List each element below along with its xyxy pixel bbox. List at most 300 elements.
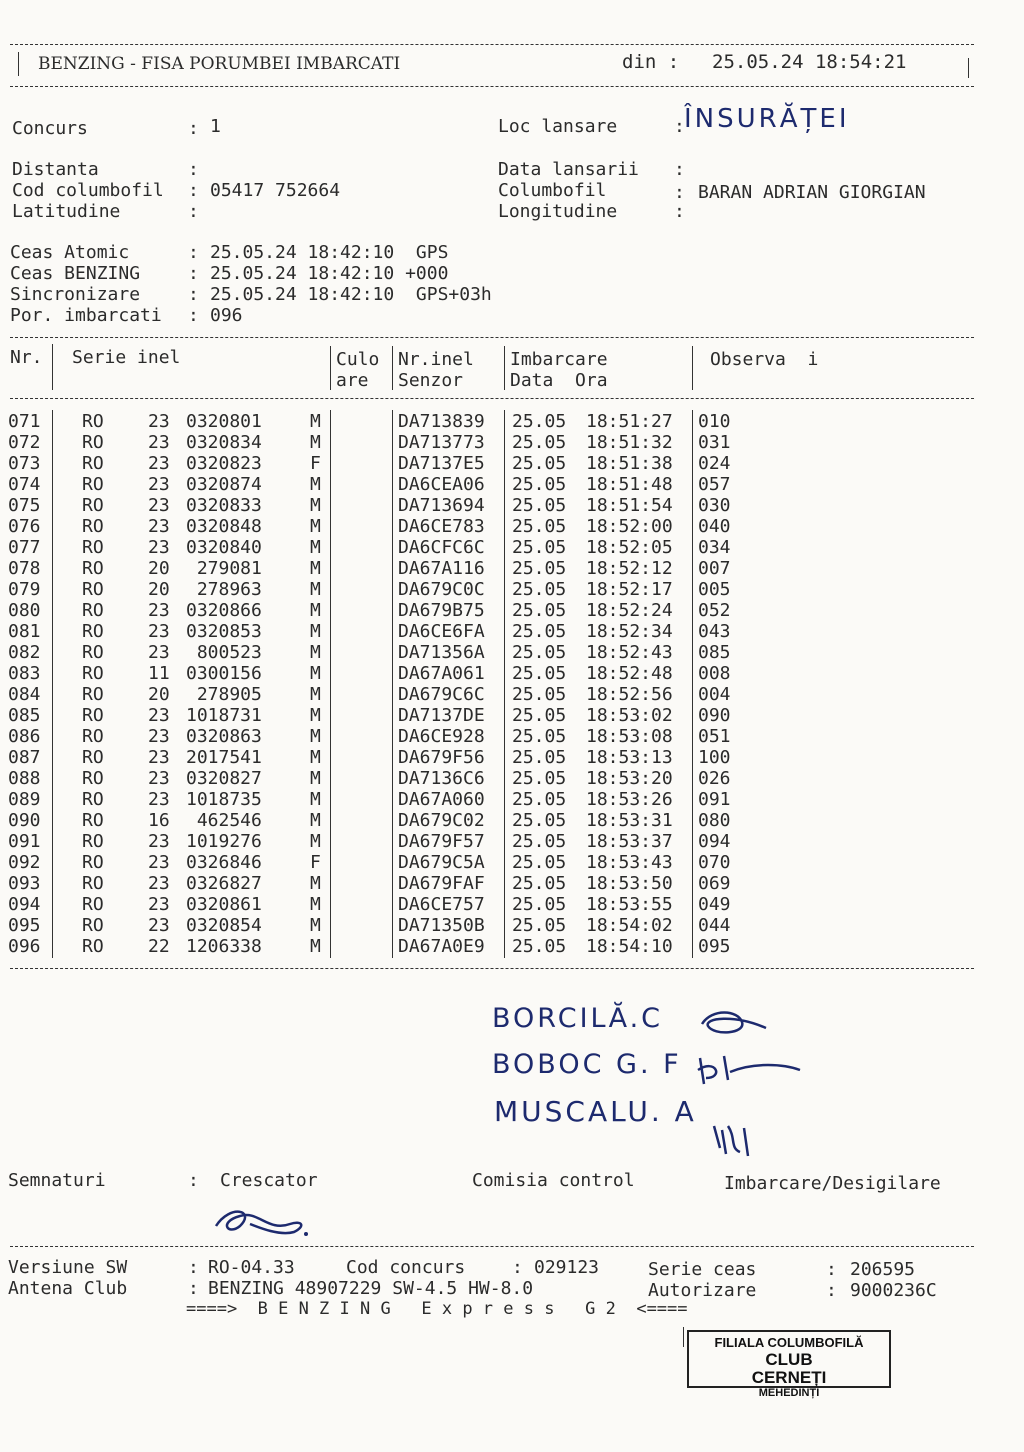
table-row [0,663,1024,684]
col-nr-header: Nr. [10,347,43,368]
ring-year: 16 [148,810,170,831]
sex-code: M [310,894,321,915]
sensor-code: DA6CFC6C [398,537,485,558]
sheet-title: BENZING - FISA PORUMBEI IMBARCATI [38,54,401,74]
header-sep [52,344,53,390]
ceas-atomic-label: Ceas Atomic [10,242,130,263]
cod-concurs-value: 029123 [534,1257,600,1278]
observation: 095 [698,936,731,957]
observation: 004 [698,684,731,705]
ring-country: RO [82,936,104,957]
ring-number: 0326846 [186,852,262,873]
observation: 043 [698,621,731,642]
ring-country: RO [82,663,104,684]
ring-number: 0320854 [186,915,262,936]
row-nr: 095 [8,915,41,936]
sensor-code: DA679C02 [398,810,485,831]
handwritten-name-3: MUSCALU. A [494,1095,697,1128]
col-imbarcare-header-2: Data Ora [510,370,608,391]
sex-code: M [310,726,321,747]
colon: : [826,1280,837,1301]
sex-code: M [310,642,321,663]
latitudine-label: Latitudine [12,201,121,222]
boarding-time: 18:53:02 [586,705,673,726]
ring-country: RO [82,915,104,936]
table-row [0,537,1024,558]
col-observatii-header: Observa i [710,349,819,370]
longitudine-label: Longitudine [498,201,618,222]
observation: 008 [698,663,731,684]
sensor-code: DA67A060 [398,789,485,810]
boarding-date: 25.05 [512,579,567,600]
colon: : [188,180,199,201]
ring-number: 0320863 [186,726,262,747]
ring-country: RO [82,642,104,663]
boarding-time: 18:51:38 [586,453,673,474]
boarding-date: 25.05 [512,726,567,747]
colon: : [188,118,199,139]
table-row [0,789,1024,810]
sensor-code: DA67A0E9 [398,936,485,957]
ring-year: 23 [148,852,170,873]
sensor-code: DA71350B [398,915,485,936]
boarding-date: 25.05 [512,705,567,726]
table-row [0,831,1024,852]
semnaturi-label: Semnaturi [8,1170,106,1191]
row-nr: 073 [8,453,41,474]
boarding-time: 18:52:56 [586,684,673,705]
ring-number: 0320833 [186,495,262,516]
observation: 026 [698,768,731,789]
colon: : [674,182,685,203]
observation: 091 [698,789,731,810]
observation: 030 [698,495,731,516]
ring-country: RO [82,789,104,810]
boarding-time: 18:51:48 [586,474,673,495]
ring-number: 0320840 [186,537,262,558]
ring-number: 278905 [186,684,262,705]
sex-code: M [310,684,321,705]
row-nr: 092 [8,852,41,873]
din-value: 25.05.24 18:54:21 [712,51,907,73]
ring-year: 23 [148,726,170,747]
row-nr: 072 [8,432,41,453]
boarding-time: 18:54:02 [586,915,673,936]
sensor-code: DA7136C6 [398,768,485,789]
ring-number: 462546 [186,810,262,831]
boarding-date: 25.05 [512,432,567,453]
header-top-rule [10,44,974,45]
ring-year: 23 [148,873,170,894]
observation: 024 [698,453,731,474]
boarding-time: 18:53:43 [586,852,673,873]
observation: 049 [698,894,731,915]
boarding-time: 18:52:00 [586,516,673,537]
observation: 007 [698,558,731,579]
observation: 031 [698,432,731,453]
table-row [0,516,1024,537]
sincronizare-value: 25.05.24 18:42:10 GPS+03h [210,284,492,305]
columbofil-label: Columbofil [498,180,607,201]
ring-year: 23 [148,915,170,936]
boarding-time: 18:52:43 [586,642,673,663]
colon: : [674,201,685,222]
data-lansarii-label: Data lansarii [498,159,639,180]
sensor-code: DA713839 [398,411,485,432]
colon: : [188,201,199,222]
col-serie-inel-header: Serie inel [72,347,181,368]
boarding-date: 25.05 [512,915,567,936]
row-nr: 083 [8,663,41,684]
ring-number: 0320874 [186,474,262,495]
ceas-benzing-value: 25.05.24 18:42:10 +000 [210,263,449,284]
boarding-time: 18:51:54 [586,495,673,516]
observation: 051 [698,726,731,747]
table-row [0,621,1024,642]
boarding-date: 25.05 [512,852,567,873]
observation: 080 [698,810,731,831]
ring-number: 0320823 [186,453,262,474]
boarding-date: 25.05 [512,642,567,663]
row-nr: 091 [8,831,41,852]
boarding-date: 25.05 [512,558,567,579]
row-nr: 076 [8,516,41,537]
colon: : [188,159,199,180]
distanta-label: Distanta [12,159,99,180]
ring-country: RO [82,726,104,747]
ring-year: 23 [148,495,170,516]
sex-code: M [310,789,321,810]
handwritten-name-2: BOBOC G. F [492,1049,682,1080]
header-sep [392,346,393,390]
sex-code: M [310,705,321,726]
ring-number: 1018731 [186,705,262,726]
boarding-time: 18:52:05 [586,537,673,558]
table-header-rule [10,398,974,399]
boarding-time: 18:54:10 [586,936,673,957]
autorizare-value: 9000236C [850,1280,937,1301]
row-nr: 075 [8,495,41,516]
ring-year: 20 [148,579,170,600]
ring-country: RO [82,600,104,621]
row-nr: 087 [8,747,41,768]
table-row [0,852,1024,873]
table-row [0,936,1024,957]
boarding-time: 18:53:20 [586,768,673,789]
row-nr: 086 [8,726,41,747]
sex-code: M [310,516,321,537]
table-row [0,747,1024,768]
comisia-control-label: Comisia control [472,1170,635,1191]
sensor-code: DA679C6C [398,684,485,705]
sex-code: F [310,852,321,873]
observation: 057 [698,474,731,495]
sex-code: M [310,747,321,768]
din-label: din : [622,51,680,73]
sensor-code: DA679F57 [398,831,485,852]
row-nr: 074 [8,474,41,495]
table-row [0,411,1024,432]
ring-country: RO [82,810,104,831]
sensor-code: DA67A116 [398,558,485,579]
sensor-code: DA679FAF [398,873,485,894]
table-row [0,558,1024,579]
row-nr: 071 [8,411,41,432]
boarding-date: 25.05 [512,516,567,537]
ring-country: RO [82,768,104,789]
header-right-bar [968,58,969,78]
ring-country: RO [82,705,104,726]
imbarcare-desigilare-label: Imbarcare/Desigilare [724,1173,941,1194]
ceas-atomic-value: 25.05.24 18:42:10 GPS [210,242,449,263]
ring-country: RO [82,495,104,516]
stamp-tick [683,1327,684,1347]
boarding-date: 25.05 [512,831,567,852]
boarding-time: 18:52:12 [586,558,673,579]
row-nr: 078 [8,558,41,579]
sex-code: M [310,495,321,516]
signature-scribble-1 [694,1004,774,1040]
ring-year: 11 [148,663,170,684]
table-row [0,915,1024,936]
observation: 005 [698,579,731,600]
stamp-line-4: MEHEDINȚI [758,1387,820,1399]
ring-country: RO [82,852,104,873]
boarding-time: 18:53:31 [586,810,673,831]
row-nr: 089 [8,789,41,810]
row-nr: 077 [8,537,41,558]
observation: 100 [698,747,731,768]
boarding-time: 18:51:27 [586,411,673,432]
sex-code: M [310,873,321,894]
sensor-code: DA713773 [398,432,485,453]
ring-country: RO [82,411,104,432]
observation: 090 [698,705,731,726]
ring-number: 0320801 [186,411,262,432]
observation: 069 [698,873,731,894]
ring-country: RO [82,747,104,768]
ring-country: RO [82,621,104,642]
row-nr: 088 [8,768,41,789]
sensor-code: DA6CE928 [398,726,485,747]
ring-year: 23 [148,537,170,558]
ring-number: 0300156 [186,663,262,684]
observation: 034 [698,537,731,558]
col-culoare-header-1: Culo [336,349,380,370]
por-imbarcati-value: 096 [210,305,243,326]
sensor-code: DA6CE783 [398,516,485,537]
header-sep [692,346,693,390]
observation: 010 [698,411,731,432]
table-row [0,810,1024,831]
ring-year: 23 [148,789,170,810]
ring-number: 0326827 [186,873,262,894]
ring-year: 23 [148,474,170,495]
header-sep [330,346,331,390]
boarding-date: 25.05 [512,453,567,474]
ring-year: 23 [148,600,170,621]
table-row [0,684,1024,705]
boarding-time: 18:52:34 [586,621,673,642]
table-row [0,495,1024,516]
sex-code: M [310,600,321,621]
sensor-code: DA6CEA06 [398,474,485,495]
ceas-benzing-label: Ceas BENZING [10,263,141,284]
boarding-time: 18:53:50 [586,873,673,894]
col-imbarcare-header-1: Imbarcare [510,349,608,370]
cod-columbofil-value: 05417 752664 [210,180,341,201]
row-nr: 094 [8,894,41,915]
sensor-code: DA6CE6FA [398,621,485,642]
boarding-date: 25.05 [512,768,567,789]
ring-country: RO [82,579,104,600]
ring-number: 1206338 [186,936,262,957]
table-bottom-rule [10,968,974,969]
ring-country: RO [82,537,104,558]
boarding-time: 18:52:24 [586,600,673,621]
table-row [0,768,1024,789]
footer-top-rule [10,1246,974,1247]
col-nr-inel-header-1: Nr.inel [398,349,474,370]
boarding-date: 25.05 [512,936,567,957]
crescator-label: Crescator [220,1170,318,1191]
sex-code: M [310,411,321,432]
concurs-value: 1 [210,116,221,137]
sensor-code: DA679F56 [398,747,485,768]
colon: : [188,284,199,305]
boarding-time: 18:52:17 [586,579,673,600]
row-nr: 081 [8,621,41,642]
row-nr: 090 [8,810,41,831]
column-separator [504,410,505,958]
boarding-date: 25.05 [512,600,567,621]
ring-year: 20 [148,558,170,579]
club-stamp [687,1330,891,1399]
boarding-date: 25.05 [512,474,567,495]
ring-country: RO [82,684,104,705]
ring-year: 23 [148,411,170,432]
columbofil-value: BARAN ADRIAN GIORGIAN [698,182,926,203]
row-nr: 096 [8,936,41,957]
sincronizare-label: Sincronizare [10,284,141,305]
boarding-date: 25.05 [512,411,567,432]
table-row [0,579,1024,600]
observation: 052 [698,600,731,621]
boarding-date: 25.05 [512,495,567,516]
table-row [0,705,1024,726]
col-culoare-header-2: are [336,370,369,391]
colon: : [674,116,685,137]
boarding-date: 25.05 [512,810,567,831]
ring-country: RO [82,453,104,474]
concurs-label: Concurs [12,118,88,139]
sensor-code: DA67A061 [398,663,485,684]
handwritten-name-1: BORCILĂ.C [492,1003,664,1034]
ring-number: 800523 [186,642,262,663]
ring-year: 23 [148,705,170,726]
ring-number: 2017541 [186,747,262,768]
colon: : [188,1257,199,1278]
ring-country: RO [82,831,104,852]
sex-code: M [310,810,321,831]
ring-year: 23 [148,747,170,768]
ring-country: RO [82,474,104,495]
ring-number: 279081 [186,558,262,579]
boarding-time: 18:53:37 [586,831,673,852]
signature-scribble-2 [694,1048,806,1088]
serie-ceas-label: Serie ceas [648,1259,757,1280]
ring-number: 1018735 [186,789,262,810]
sex-code: M [310,621,321,642]
cod-concurs-label: Cod concurs [346,1257,466,1278]
table-row [0,894,1024,915]
observation: 085 [698,642,731,663]
column-separator [392,410,393,958]
sex-code: M [310,579,321,600]
sensor-code: DA71356A [398,642,485,663]
ring-number: 0320861 [186,894,262,915]
table-top-rule [10,337,974,338]
column-separator [52,410,53,958]
header-sep [504,346,505,390]
signature-scribble-3 [708,1118,758,1164]
sex-code: M [310,768,321,789]
observation: 040 [698,516,731,537]
boarding-time: 18:53:13 [586,747,673,768]
sex-code: M [310,663,321,684]
ring-number: 0320834 [186,432,262,453]
sex-code: M [310,915,321,936]
observation: 070 [698,852,731,873]
ring-year: 23 [148,432,170,453]
ring-number: 0320827 [186,768,262,789]
ring-year: 23 [148,894,170,915]
ring-country: RO [82,894,104,915]
colon: : [674,159,685,180]
sensor-code: DA679B75 [398,600,485,621]
sensor-code: DA7137DE [398,705,485,726]
loc-lansare-value: ÎNSURĂȚEI [684,104,850,134]
boarding-time: 18:51:32 [586,432,673,453]
ring-year: 23 [148,831,170,852]
row-nr: 084 [8,684,41,705]
autorizare-label: Autorizare [648,1280,757,1301]
table-row [0,600,1024,621]
colon: : [188,305,199,326]
ring-year: 22 [148,936,170,957]
ring-year: 23 [148,621,170,642]
sex-code: M [310,558,321,579]
antena-club-label: Antena Club [8,1278,128,1299]
colon: : [188,242,199,263]
table-row [0,873,1024,894]
crescator-signature [210,1202,314,1242]
observation: 094 [698,831,731,852]
serie-ceas-value: 206595 [850,1259,916,1280]
boarding-date: 25.05 [512,684,567,705]
boarding-date: 25.05 [512,873,567,894]
table-row [0,642,1024,663]
ring-number: 278963 [186,579,262,600]
sex-code: M [310,831,321,852]
antena-club-value: BENZING 48907229 SW-4.5 HW-8.0 [208,1278,534,1299]
boarding-time: 18:53:26 [586,789,673,810]
colon: : [826,1259,837,1280]
sex-code: M [310,432,321,453]
boarding-time: 18:52:48 [586,663,673,684]
column-separator [330,410,331,958]
stamp-line-1: FILIALA COLUMBOFILĂ [714,1335,864,1350]
